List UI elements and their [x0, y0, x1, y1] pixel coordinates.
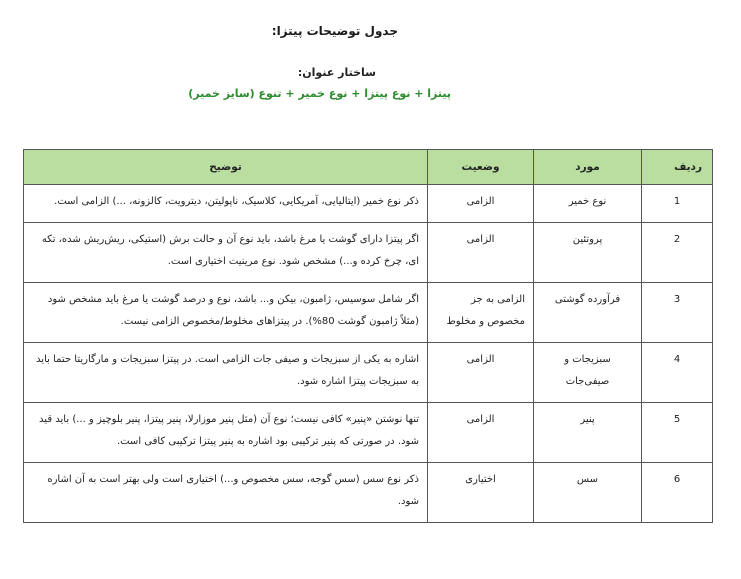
table-row: [24, 223, 713, 283]
header-description: توضیح: [24, 150, 428, 185]
header-status: وضعیت: [428, 150, 534, 185]
row-description: اگر شامل سوسیس، ژامبون، بیکن و... باشد، نوع و درصد گوشت یا مرغ باید مشخص شود (مثلاً ژامبون گوشت 80%). در پیتزاهای مخلوط/مخصوص الزامی نیست.: [24, 283, 428, 343]
row-item: نوع خمیر: [534, 185, 642, 223]
row-status: الزامی به جز مخصوص و مخلوط: [428, 283, 534, 343]
table-row: [24, 283, 713, 343]
row-id: 2: [642, 223, 713, 283]
header-id: ردیف: [642, 150, 713, 185]
table-row: [24, 463, 713, 523]
header-item: مورد: [534, 150, 642, 185]
table-header-row: [24, 150, 713, 185]
row-status: الزامی: [428, 403, 534, 463]
row-item: سس: [534, 463, 642, 523]
row-status: الزامی: [428, 223, 534, 283]
table-row: [24, 185, 713, 223]
row-id: 5: [642, 403, 713, 463]
row-status: الزامی: [428, 185, 534, 223]
row-item: پنیر: [534, 403, 642, 463]
table-row: [24, 403, 713, 463]
row-description: ذکر نوع سس (سس گوجه، سس مخصوص و...) اختیاری است ولی بهتر است به آن اشاره شود.: [24, 463, 428, 523]
row-description: اشاره به یکی از سبزیجات و صیفی جات الزامی است. در پیتزا سبزیجات و مارگاریتا حتما باید به سبزیجات پیتزا اشاره شود.: [24, 343, 428, 403]
structure-title: ساختار عنوان:: [297, 66, 376, 79]
row-description: اگر پیتزا دارای گوشت یا مرغ باشد، باید نوع آن و حالت برش (استیکی، ریش‌ریش شده، تکه ای، چرخ کرده و...) مشخص شود. نوع مرینیت اختیاری است.: [24, 223, 428, 283]
row-status: اختیاری: [428, 463, 534, 523]
table-row: [24, 343, 713, 403]
row-item: فرآورده گوشتی: [534, 283, 642, 343]
row-id: 3: [642, 283, 713, 343]
row-item: سبزیجات و صیفی‌جات: [534, 343, 642, 403]
row-item: پروتئین: [534, 223, 642, 283]
structure-formula: پیتزا + نوع پیتزا + نوع خمیر + تنوع (سایز خمیر): [188, 87, 451, 100]
row-id: 1: [642, 185, 713, 223]
document-title: جدول توضیحات پیتزا:: [271, 24, 398, 38]
row-status: الزامی: [428, 343, 534, 403]
row-id: 4: [642, 343, 713, 403]
pizza-spec-table: [23, 149, 713, 523]
row-id: 6: [642, 463, 713, 523]
row-description: ذکر نوع خمیر (ایتالیایی، آمریکایی، کلاسیک، ناپولیتن، دیترویت، کالزونه، ...) الزامی است.: [24, 185, 428, 223]
row-description: تنها نوشتن «پنیر» کافی نیست؛ نوع آن (مثل پنیر موزارلا، پنیر پیتزا، پنیر بلوچیز و ...) باید قید شود. در صورتی که پنیر ترکیبی بود اشاره به پنیر پیتزا ترکیبی کافی است.: [24, 403, 428, 463]
